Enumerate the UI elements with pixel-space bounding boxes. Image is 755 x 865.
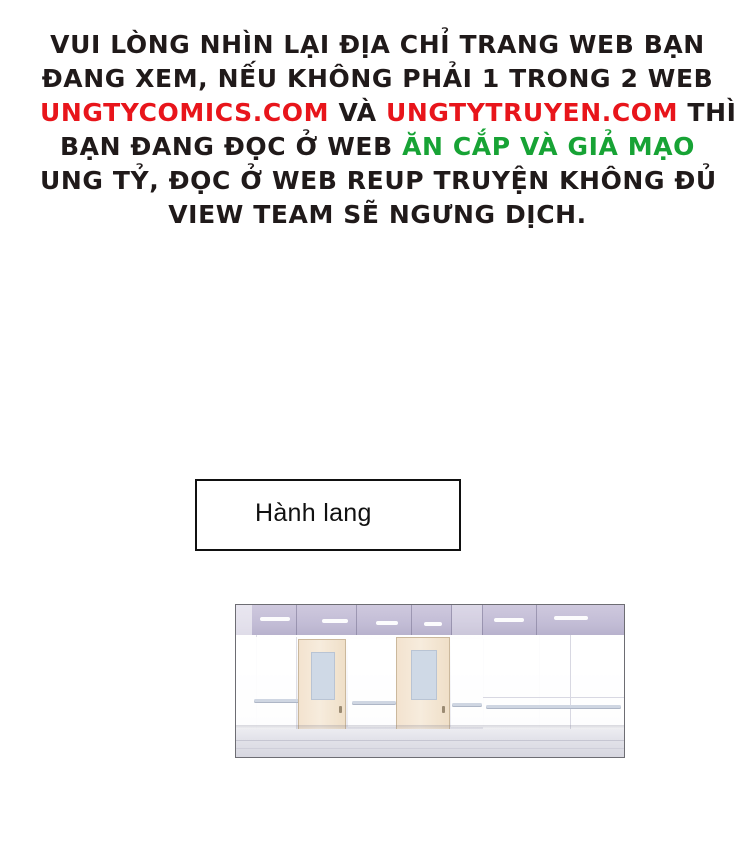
notice-segment: UNG TỶ, ĐỌC Ở WEB REUP TRUYỆN KHÔNG ĐỦ: [40, 166, 717, 195]
comic-panel-hallway: [235, 604, 625, 758]
notice-line-2: [40, 62, 715, 96]
notice-line-6: [40, 198, 715, 232]
floor-seam: [236, 740, 624, 741]
notice-segment: VÀ: [329, 98, 386, 127]
notice-emphasis: ĂN CẮP VÀ GIẢ MẠO: [402, 132, 696, 161]
door-left: [298, 639, 346, 731]
ceiling-light: [424, 622, 442, 626]
wall-panel: [348, 639, 397, 727]
door-window: [311, 652, 335, 700]
handrail: [452, 703, 482, 706]
ceiling-seam: [451, 605, 452, 635]
ceiling-light: [494, 618, 524, 622]
wall-panel: [451, 639, 484, 727]
floor: [236, 729, 624, 757]
handrail: [352, 701, 396, 704]
door-right: [396, 637, 450, 731]
ceiling-seam: [356, 605, 357, 635]
notice-segment: VIEW TEAM SẼ NGƯNG DỊCH.: [168, 200, 587, 229]
ceiling-light: [260, 617, 290, 621]
handrail: [486, 705, 621, 708]
ceiling-seam: [536, 605, 537, 635]
wall-panel: [483, 635, 540, 731]
door-knob: [339, 706, 342, 713]
notice-line-1: [40, 28, 715, 62]
ceiling-strip: [452, 605, 482, 635]
wall-panel: [236, 635, 257, 731]
door-knob: [442, 706, 445, 713]
floor-seam: [236, 748, 624, 749]
ceiling-seam: [296, 605, 297, 635]
wall-panel: [539, 635, 625, 731]
wall-seam: [483, 697, 625, 698]
door-window: [411, 650, 437, 700]
ceiling: [236, 605, 624, 635]
notice-segment: VUI LÒNG NHÌN LẠI ĐỊA CHỈ TRANG WEB BẠN: [50, 30, 705, 59]
notice-segment: BẠN ĐANG ĐỌC Ở WEB: [59, 132, 403, 161]
ceiling-seam: [482, 605, 483, 635]
notice-site-1: UNGTYCOMICS.COM: [40, 98, 330, 127]
handrail: [254, 699, 300, 702]
caption-box: [195, 479, 461, 551]
ceiling-seam: [411, 605, 412, 635]
notice-line-3: [40, 96, 737, 130]
wall-panel: [256, 637, 297, 729]
ceiling-strip: [236, 605, 252, 635]
caption-label: Hành lang: [255, 499, 372, 527]
ceiling-light: [322, 619, 348, 623]
notice-line-5: [40, 164, 715, 198]
ceiling-light: [376, 621, 398, 625]
ceiling-light: [554, 616, 588, 620]
wall-seam: [570, 635, 571, 731]
notice-site-2: UNGTYTRUYEN.COM: [385, 98, 679, 127]
notice-segment: ĐANG XEM, NẾU KHÔNG PHẢI 1 TRONG 2 WEB: [41, 64, 714, 93]
notice-line-4: [40, 130, 715, 164]
notice-segment: THÌ: [678, 98, 737, 127]
watermark-notice: [0, 28, 755, 232]
